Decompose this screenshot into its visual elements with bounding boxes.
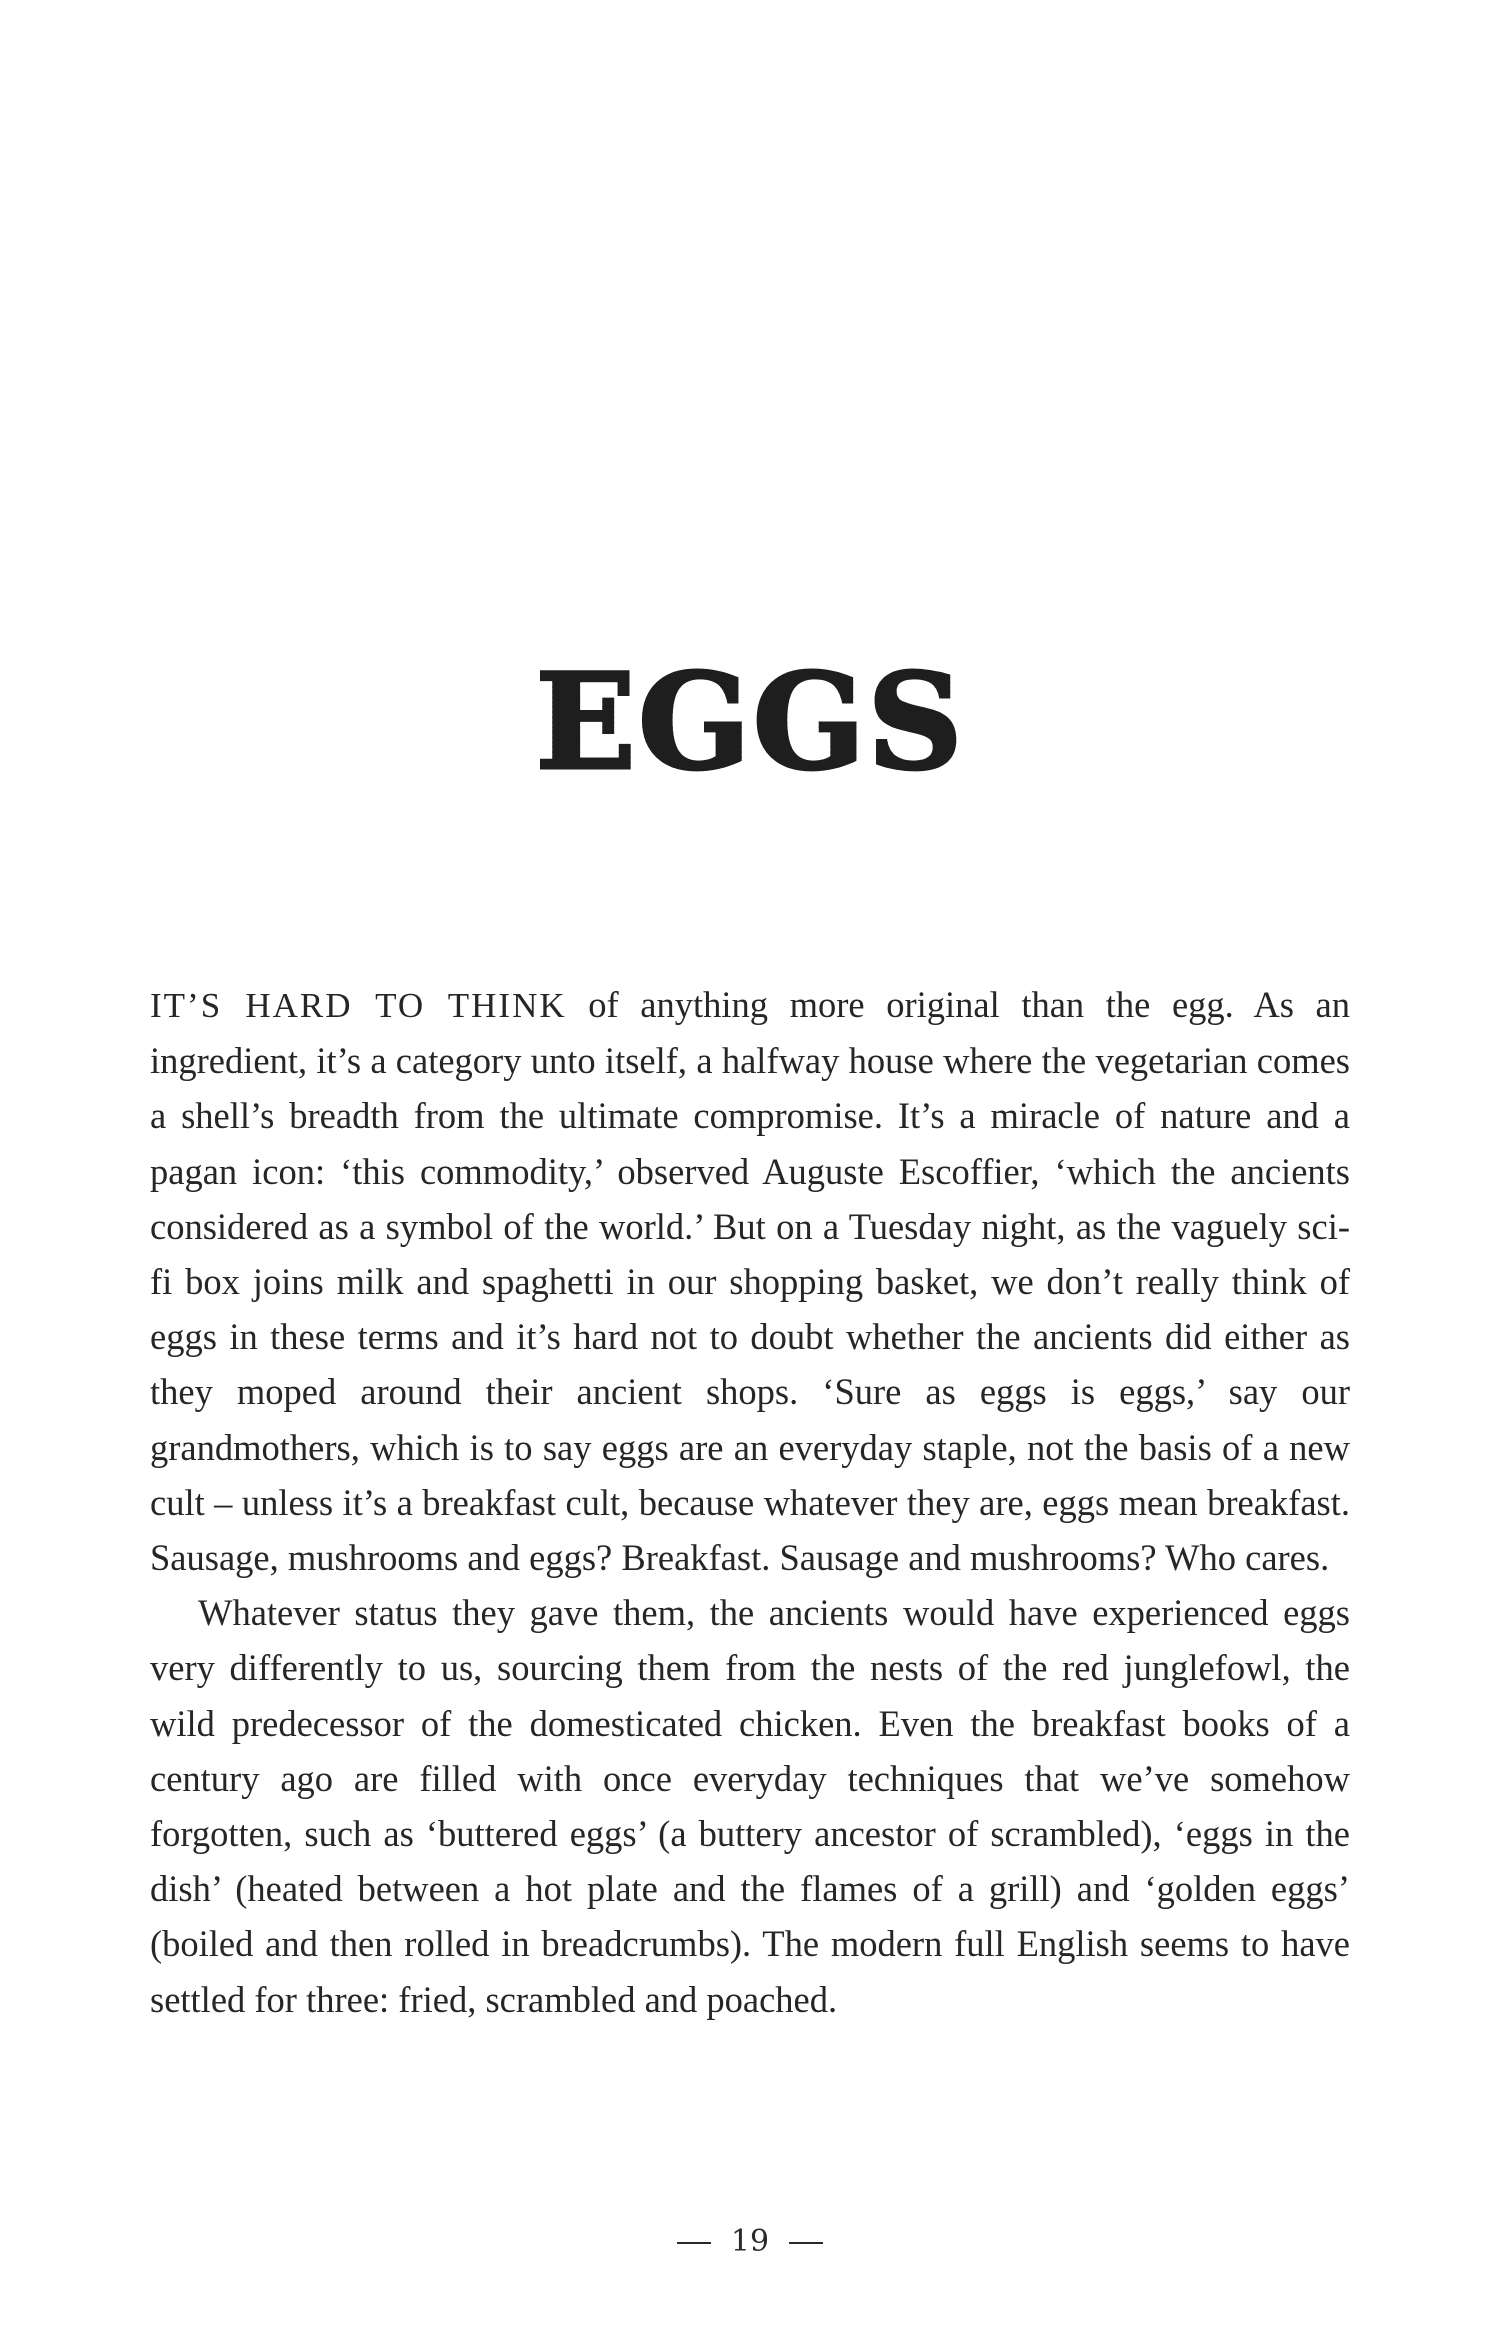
lead-in-smallcaps: IT’S HARD TO THINK bbox=[150, 986, 567, 1025]
paragraph-1-text: of anything more original than the egg. As an ingredient, it’s a category unto itself, a halfway house where the vegetarian comes a shell’s breadth from the ultimate compromise. It’s a miracle of nature and a pagan icon: ‘this commodity,’ observed Auguste Escoffier, ‘which the ancients considered as a symbol of the world.’ But on a Tuesday night, as the vaguely sci-fi box joins milk and spaghetti in our shopping basket, we don’t really think of eggs in these terms and it’s hard not to doubt whether the ancients did either as they moped around their ancient shops. ‘Sure as eggs is eggs,’ say our grandmothers, which is to say eggs are an everyday staple, not the basis of a new cult – unless it’s a breakfast cult, because whatever they are, eggs mean breakfast. Sausage, mushrooms and eggs? Breakfast. Sausage and mushrooms? Who cares. bbox=[150, 984, 1350, 1579]
paragraph-1 bbox=[150, 977, 1350, 1585]
paragraph-2: Whatever status they gave them, the ancients would have experienced eggs very differently to us, sourcing them from the nests of the red junglefowl, the wild predecessor of the domesticated chicken. Even the breakfast books of a century ago are filled with once everyday techniques that we’ve somehow forgotten, such as ‘buttered eggs’ (a buttery ancestor of scrambled), ‘eggs in the dish’ (heated between a hot plate and the flames of a grill) and ‘golden eggs’ (boiled and then rolled in breadcrumbs). The modern full English seems to have settled for three: fried, scrambled and poached. bbox=[150, 1592, 1350, 2020]
left-dash bbox=[677, 2242, 711, 2244]
right-dash bbox=[789, 2242, 823, 2244]
page-number: 19 bbox=[730, 2224, 770, 2259]
page-number-footer bbox=[0, 2218, 1500, 2260]
chapter-title: EGGS bbox=[0, 648, 1500, 798]
body-text bbox=[150, 977, 1350, 2027]
